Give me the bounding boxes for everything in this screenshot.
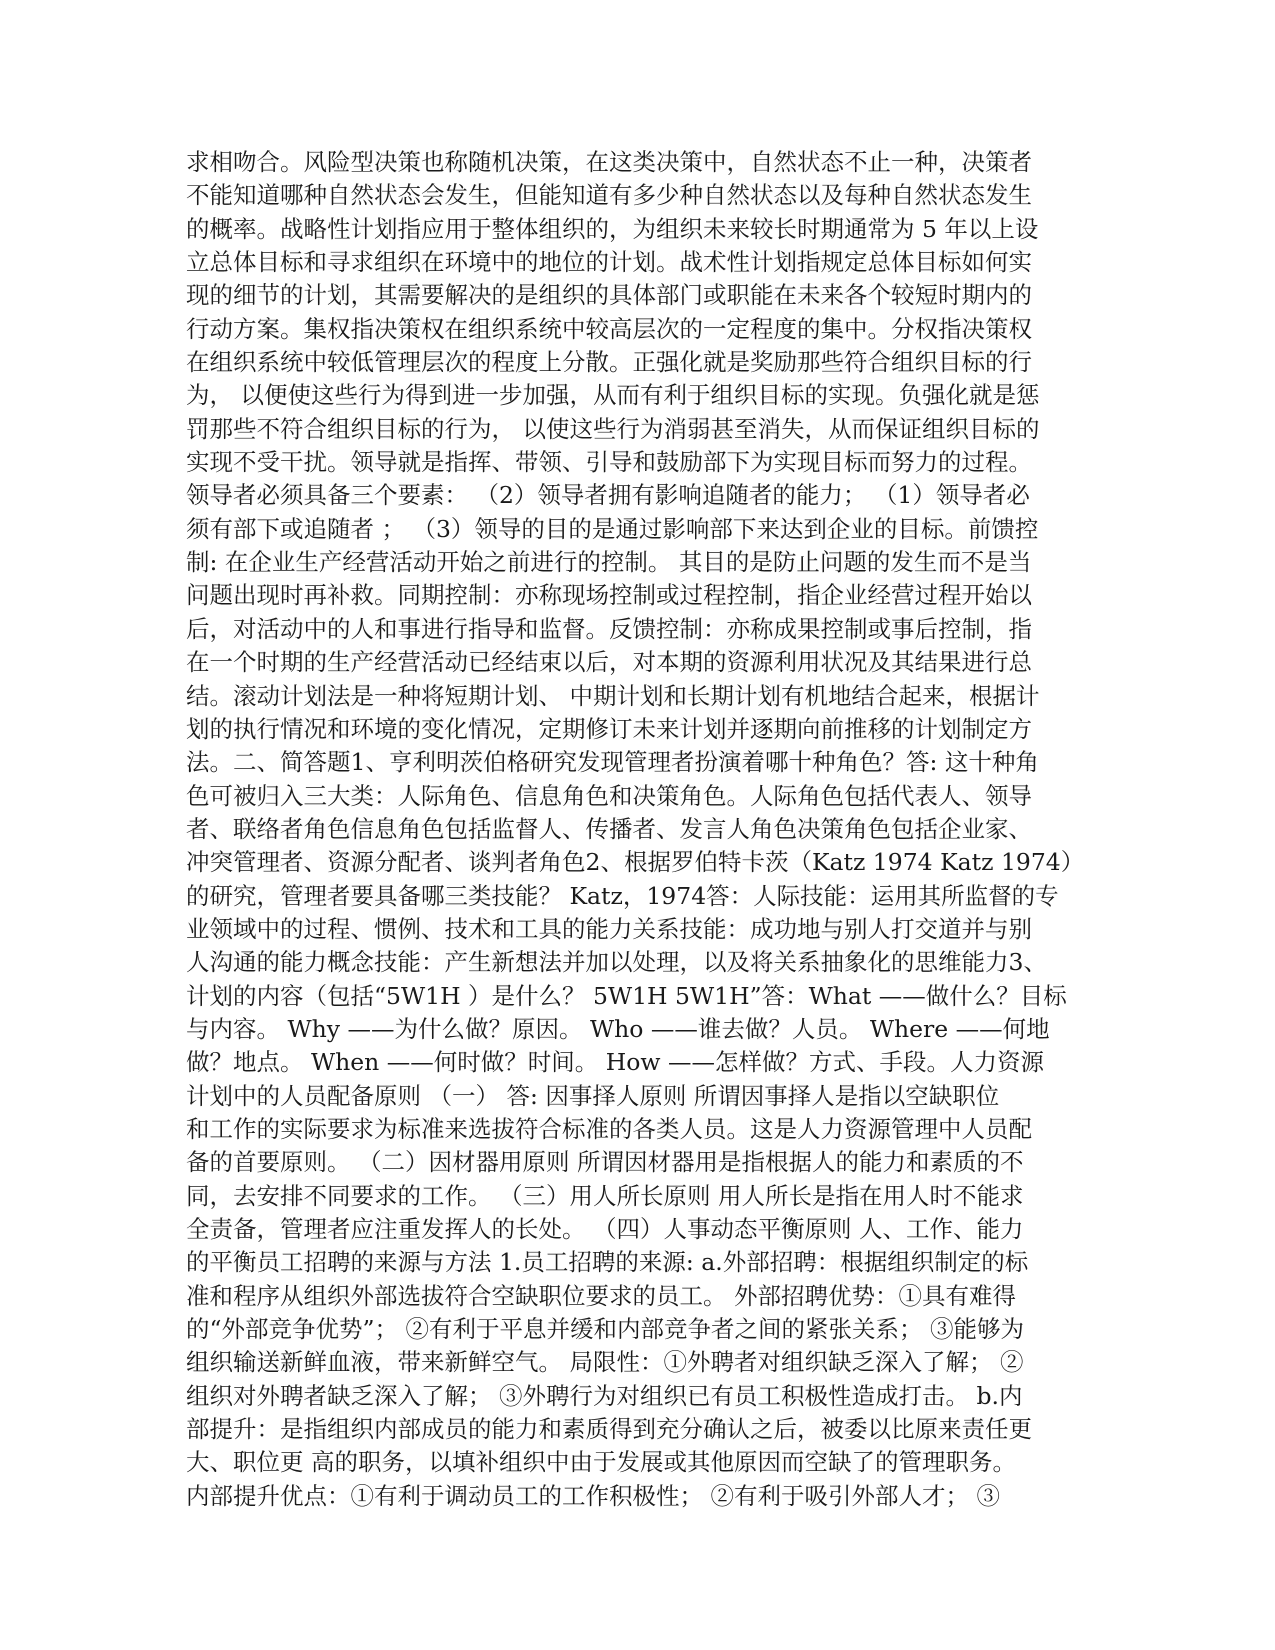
text-line: 备的首要原则。 （二）因材器用原则 所谓因材器用是指根据人的能力和素质的不 xyxy=(186,1148,1024,1177)
text-line: 问题出现时再补救。同期控制：亦称现场控制或过程控制，指企业经营过程开始以 xyxy=(186,581,1032,610)
body-text xyxy=(186,146,1086,1513)
text-line: 的平衡员工招聘的来源与方法 1.员工招聘的来源: a.外部招聘：根据组织制定的标 xyxy=(186,1248,1029,1277)
text-line: 内部提升优点：①有利于调动员工的工作积极性； ②有利于吸引外部人才； ③ xyxy=(186,1481,1000,1510)
text-line: 实现不受干扰。领导就是指挥、带领、引导和鼓励部下为实现目标而努力的过程。 xyxy=(186,448,1032,477)
text-line: 者、联络者角色信息角色包括监督人、传播者、发言人角色决策角色包括企业家、 xyxy=(186,814,1032,843)
text-line: 结。滚动计划法是一种将短期计划、 中期计划和长期计划有机地结合起来，根据计 xyxy=(186,681,1040,710)
text-line: 不能知道哪种自然状态会发生，但能知道有多少种自然状态以及每种自然状态发生 xyxy=(186,181,1032,210)
text-line: 准和程序从组织外部选拔符合空缺职位要求的员工。 外部招聘优势：①具有难得 xyxy=(186,1281,1016,1310)
text-line: 人沟通的能力概念技能：产生新想法并加以处理，以及将关系抽象化的思维能力3、 xyxy=(186,948,1047,977)
text-line: 现的细节的计划，其需要解决的是组织的具体部门或职能在未来各个较短时期内的 xyxy=(186,281,1032,310)
text-line: 部提升：是指组织内部成员的能力和素质得到充分确认之后，被委以比原来责任更 xyxy=(186,1415,1032,1444)
text-line: 组织输送新鲜血液，带来新鲜空气。 局限性：①外聘者对组织缺乏深入了解； ② xyxy=(186,1348,1024,1377)
text-line: 为， 以便使这些行为得到进一步加强，从而有利于组织目标的实现。负强化就是惩 xyxy=(186,381,1040,410)
text-line: 全责备，管理者应注重发挥人的长处。 （四）人事动态平衡原则 人、工作、能力 xyxy=(186,1215,1024,1243)
text-line: 在一个时期的生产经营活动已经结束以后，对本期的资源利用状况及其结果进行总 xyxy=(186,648,1032,677)
text-line: 行动方案。集权指决策权在组织系统中较高层次的一定程度的集中。分权指决策权 xyxy=(186,314,1032,343)
text-line: 立总体目标和寻求组织在环境中的地位的计划。战术性计划指规定总体目标如何实 xyxy=(186,248,1032,277)
text-line: 罚那些不符合组织目标的行为， 以使这些行为消弱甚至消失，从而保证组织目标的 xyxy=(186,414,1040,443)
text-line: 后，对活动中的人和事进行指导和监督。反馈控制：亦称成果控制或事后控制，指 xyxy=(186,614,1032,643)
text-line: 做？地点。 When ——何时做？时间。 How ——怎样做？方式、手段。人力资源 xyxy=(186,1048,1044,1077)
text-line: 组织对外聘者缺乏深入了解； ③外聘行为对组织已有员工积极性造成打击。 b.内 xyxy=(186,1381,1023,1410)
text-line: 同，去安排不同要求的工作。 （三）用人所长原则 用人所长是指在用人时不能求 xyxy=(186,1181,1024,1210)
text-line: 在组织系统中较低管理层次的程度上分散。正强化就是奖励那些符合组织目标的行 xyxy=(186,348,1032,377)
text-line: 领导者必须具备三个要素： （2）领导者拥有影响追随者的能力； （1）领导者必 xyxy=(186,481,1030,510)
text-line: 须有部下或追随者 ； （3）领导的目的是通过影响部下来达到企业的目标。前馈控 xyxy=(186,514,1039,543)
text-line: 和工作的实际要求为标准来选拔符合标准的各类人员。这是人力资源管理中人员配 xyxy=(186,1114,1032,1143)
text-line: 色可被归入三大类：人际角色、信息角色和决策角色。人际角色包括代表人、领导 xyxy=(186,781,1032,810)
text-line: 的研究，管理者要具备哪三类技能？ Katz，1974答：人际技能：运用其所监督的专 xyxy=(186,881,1059,910)
text-line: 法。二、简答题1、亨利明茨伯格研究发现管理者扮演着哪十种角色？答: 这十种角 xyxy=(186,748,1039,777)
text-line: 的“外部竞争优势”； ②有利于平息并缓和内部竞争者之间的紧张关系； ③能够为 xyxy=(186,1315,1024,1344)
text-line: 划的执行情况和环境的变化情况，定期修订未来计划并逐期向前推移的计划制定方 xyxy=(186,714,1032,743)
text-line: 冲突管理者、资源分配者、谈判者角色2、根据罗伯特卡茨（Katz 1974 Katz 1974） xyxy=(186,848,1085,877)
text-line: 计划的内容（包括“5W1H ）是什么？ 5W1H 5W1H”答：What ——做什么？目标 xyxy=(186,981,1067,1010)
text-line: 大、职位更 高的职务，以填补组织中由于发展或其他原因而空缺了的管理职务。 xyxy=(186,1448,1016,1477)
text-line: 业领域中的过程、惯例、技术和工具的能力关系技能：成功地与别人打交道并与别 xyxy=(186,914,1032,943)
text-line: 制: 在企业生产经营活动开始之前进行的控制。 其目的是防止问题的发生而不是当 xyxy=(186,548,1032,577)
text-line: 的概率。战略性计划指应用于整体组织的，为组织未来较长时期通常为 5 年以上设 xyxy=(186,214,1039,243)
text-line: 计划中的人员配备原则 （一） 答: 因事择人原则 所谓因事择人是指以空缺职位 xyxy=(186,1081,1000,1110)
text-line: 与内容。 Why ——为什么做？原因。 Who ——谁去做？人员。 Where ——何地 xyxy=(186,1014,1050,1043)
text-line: 求相吻合。风险型决策也称随机决策，在这类决策中，自然状态不止一种，决策者 xyxy=(186,148,1032,176)
